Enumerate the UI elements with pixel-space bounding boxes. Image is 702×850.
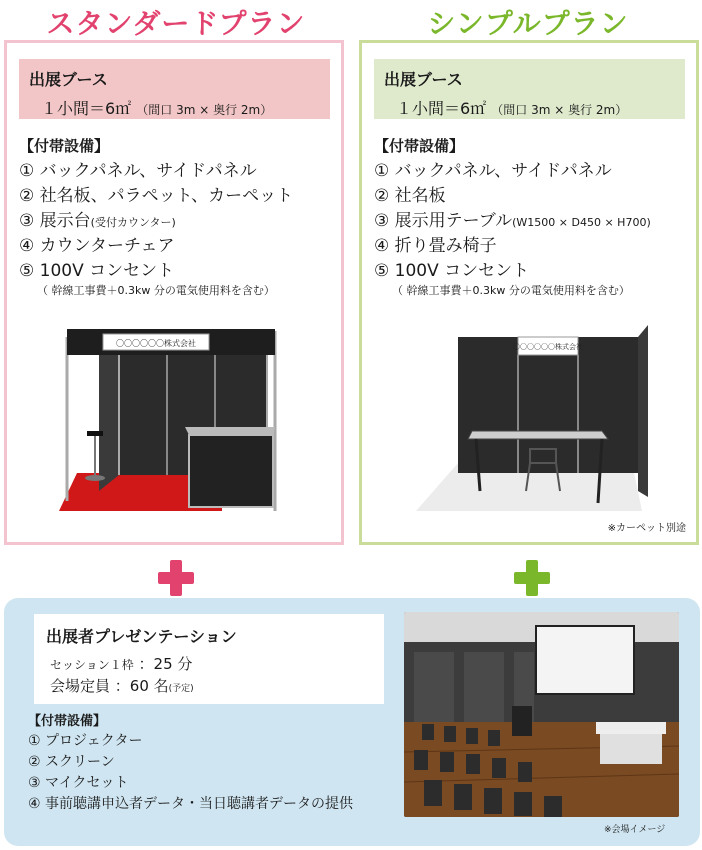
equipment-title: 【付帯設備】 <box>28 714 107 729</box>
equipment-title: 【付帯設備】 <box>374 137 465 155</box>
session-label: セッション１枠 <box>50 658 134 672</box>
equipment-item: ④ カウンターチェア <box>19 236 175 256</box>
equipment-item: ② 社名板、パラペット、カーペット <box>19 186 294 206</box>
company-sign: 〇〇〇〇〇〇株式会社 <box>513 343 583 351</box>
venue-photo <box>404 612 679 817</box>
electric-note: （ 幹線工事費＋0.3kw 分の電気使用料を含む） <box>37 284 275 297</box>
equipment-title: 【付帯設備】 <box>19 137 110 155</box>
standard-booth-illustration <box>47 315 297 525</box>
capacity-tag: (予定) <box>168 684 194 694</box>
booth-title: 出展ブース <box>384 70 463 89</box>
booth-dimension: （間口 3m × 奥行 2m） <box>136 103 273 117</box>
session-row <box>46 653 372 675</box>
booth-size: １小間＝6㎡ <box>41 99 132 118</box>
booth-info <box>374 59 685 119</box>
equipment-item: ③ 展示用テーブル(W1500 × D450 × H700) <box>374 211 651 231</box>
booth-title: 出展ブース <box>29 70 108 89</box>
simple-booth-illustration <box>402 315 652 525</box>
booth-dimension: （間口 3m × 奥行 2m） <box>491 103 628 117</box>
equipment-list <box>19 135 339 298</box>
plus-icon <box>512 558 552 598</box>
equipment-list <box>374 135 694 298</box>
capacity-label: 会場定員 <box>50 677 111 695</box>
equipment-item: ④ 事前聴講申込者データ・当日聴講者データの提供 <box>28 796 353 812</box>
capacity-value: ：60 名 <box>114 677 169 695</box>
equipment-item: ③ マイクセット <box>28 775 129 791</box>
capacity-row <box>46 675 372 697</box>
presentation-section <box>4 598 700 846</box>
booth-size: １小間＝6㎡ <box>396 99 487 118</box>
booth-size-line <box>29 96 320 119</box>
booth-info <box>19 59 330 119</box>
carpet-note: ※カーペット別途 <box>607 523 686 534</box>
equipment-item: ① バックパネル、サイドパネル <box>374 161 612 181</box>
simple-plan-card <box>359 40 699 545</box>
plus-icon <box>156 558 196 598</box>
standard-plan-title: スタンダードプラン <box>46 7 306 40</box>
equipment-item: ③ 展示台(受付カウンター) <box>19 211 176 231</box>
electric-note: （ 幹線工事費＋0.3kw 分の電気使用料を含む） <box>392 284 630 297</box>
equipment-item: ④ 折り畳み椅子 <box>374 236 497 256</box>
equipment-item: ① バックパネル、サイドパネル <box>19 161 257 181</box>
equipment-item: ② 社名板 <box>374 186 446 206</box>
equipment-item: ② スクリーン <box>28 754 115 770</box>
presentation-title: 出展者プレゼンテーション <box>46 627 237 646</box>
booth-size-line <box>384 96 675 119</box>
simple-plan-title: シンプルプラン <box>427 7 629 40</box>
venue-photo-note: ※会場イメージ <box>604 825 666 835</box>
presentation-equipment-list <box>28 710 388 815</box>
equipment-item: ① プロジェクター <box>28 733 143 749</box>
equipment-item: ⑤ 100V コンセント <box>374 261 530 281</box>
company-sign: 〇〇〇〇〇〇株式会社 <box>116 339 196 348</box>
presentation-info-card <box>34 614 384 704</box>
standard-plan-card <box>4 40 344 545</box>
equipment-item: ⑤ 100V コンセント <box>19 261 175 281</box>
session-value: ：25 分 <box>138 655 193 673</box>
